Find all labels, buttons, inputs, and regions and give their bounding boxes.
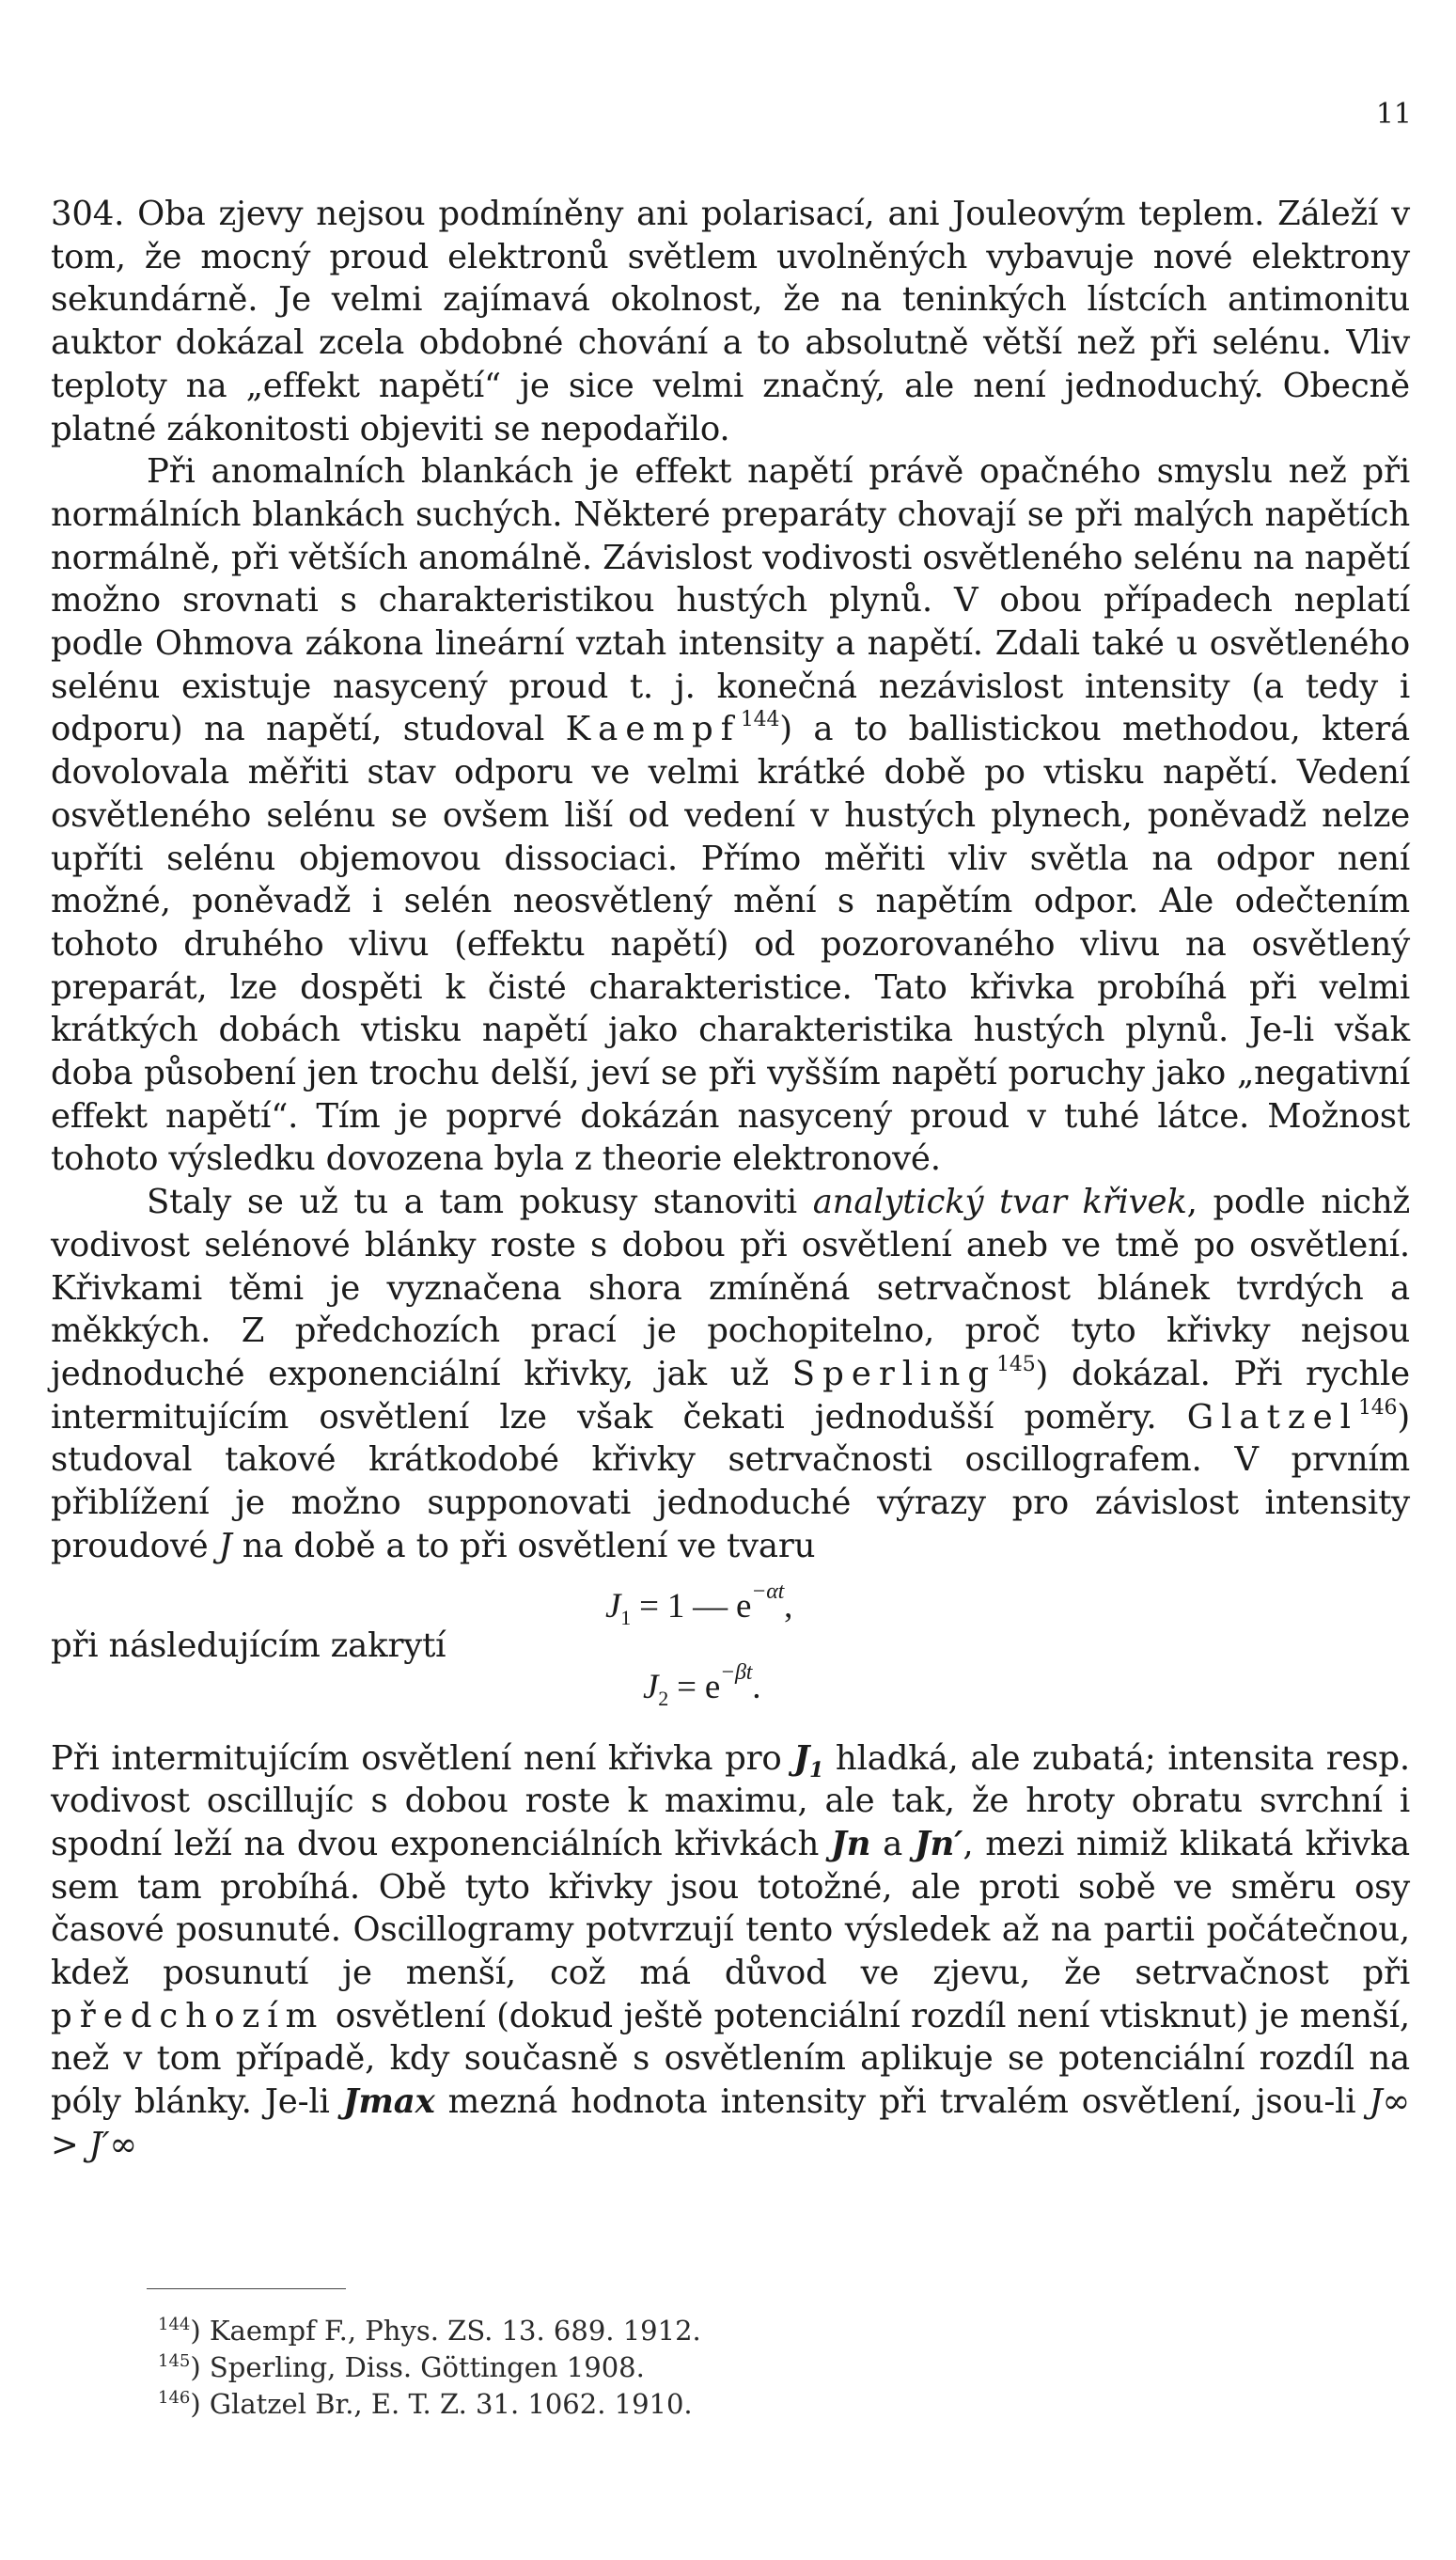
footnote <box>158 2386 701 2423</box>
math-expression: = e <box>668 1667 721 1706</box>
math-subscript: 2 <box>658 1686 669 1710</box>
paragraph-text: mezná hodnota intensity při trvalém osvětlení, jsou-li <box>447 2082 1356 2122</box>
math-inequality: J∞ > J′∞ <box>51 2082 1410 2164</box>
math-symbol: J <box>218 1526 232 1565</box>
footnote-text: ) Sperling, Diss. Göttingen 1908. <box>190 2351 645 2383</box>
paragraph-text: ) dokázal. Při rychle intermitujícím osvětlení lze však čekati jednodušší poměry. <box>51 1354 1410 1437</box>
paragraph-text: , mezi nimiž klikatá křivka sem tam probíhá. Obě tyto křivky jsou totožné, ale proti sobě ve směru osy časové posunuté. Oscillogramy potvrzují tento výsledek až na partii počátečnou, kdež posunutí je menší, což má důvod ve zjevu, že setrvačnost při <box>51 1824 1410 1993</box>
footnote-ref: 144 <box>740 708 780 732</box>
math-subscript: 1 <box>620 1605 632 1629</box>
paragraph-text: Při anomalních blankách je effekt napětí právě opačného smyslu než při normálních blankách suchých. Některé preparáty chovají se při malých napětích normálně, při větších anomálně. Závislost vodivosti osvětleného selénu na napětí možno srovnati s charakteristikou hustých plynů. V obou případech neplatí podle Ohmova zákona lineární vztah intensity a napětí. Zdali také u osvětleného selénu existuje nasycený proud t. j. konečná nezávislost intensity (a tedy i odporu) na napětí, studoval <box>51 452 1410 749</box>
math-symbol: Jn′ <box>914 1824 963 1863</box>
formula-block <box>51 1568 1410 1737</box>
math-expression: = 1 — e <box>631 1586 752 1626</box>
spaced-word: předchozím <box>51 1996 325 2035</box>
paragraph-text: , podle nichž vodivost selénové blánky roste s dobou při osvětlení aneb ve tmě po osvětlení. Křivkami těmi je vyznačena shora zmíněná setrvačnost blánek tvrdých a měkkých. Z předchozích prací je pochopitelno, proč tyto křivky nejsou jednoduché exponenciální křivky, jak už <box>51 1183 1411 1393</box>
author-name: Glatzel <box>1186 1397 1358 1437</box>
math-punct: , <box>784 1586 793 1626</box>
paragraph-text: hladká, ale zubatá; intensita resp. vodivost oscillujíc s dobou roste k maximu, ale tak, že hroty obratu svrchní i spodní leží na dvou exponenciálních křivkách <box>51 1738 1410 1863</box>
footnote-number: 145 <box>158 2351 191 2371</box>
math-symbol: J <box>793 1738 809 1778</box>
footnote-ref: 145 <box>996 1352 1036 1376</box>
footnotes <box>158 2313 701 2423</box>
paragraph-text: Při intermitujícím osvětlení není křivka pro <box>51 1738 782 1778</box>
footnote-number: 144 <box>158 2315 191 2334</box>
paragraph-text: a <box>883 1824 903 1863</box>
paragraph-text: ) studoval takové krátkodobé křivky setrvačnosti oscillografem. V prvním přiblížení je možno supponovati jednoduché výrazy pro závislost intensity proudové <box>51 1397 1410 1565</box>
paragraph-text: ) a to ballistickou methodou, která dovolovala měřiti stav odporu ve velmi krátké době po vtisku napětí. Vedení osvětleného selénu se ovšem liší od vedení v hustých plynech, poněvadž nelze upříti selénu objemovou dissociaci. Přímo měřiti vliv světla na odpor není možné, poněvadž i selén neosvětlený mění s napětím odpor. Ale odečtením tohoto druhého vlivu (effektu napětí) od pozorovaného vlivu na osvětlený preparát, lze dospěti k čisté charakteristice. Tato křivka probíhá při velmi krátkých dobách vtisku napětí jako charakteristika hustých plynů. Je-li však doba působení jen trochu delší, jeví se při vyšším napětí poruchy jako „negativní effekt napětí“. Tím je poprvé dokázán nasycený proud v tuhé látce. Možnost tohoto výsledku dovozena byla z theorie elektronové. <box>51 710 1410 1179</box>
formula-label: při následujícím zakrytí <box>51 1626 446 1665</box>
math-punct: . <box>752 1667 761 1706</box>
paragraph-text: 304. Oba zjevy nejsou podmíněny ani polarisací, ani Jouleovým teplem. Záleží v tom, že mocný proud elektronů světlem uvolněných vybavuje nové elektrony sekundárně. Je velmi zajímavá okolnost, že na teninkých lístcích antimonitu auktor dokázal zcela obdobné chování a to absolutně větší než při selénu. Vliv teploty na „effekt napětí“ je sice velmi značný, ale není jednoduchý. Obecně platné zákonitosti objeviti se nepodařilo. <box>51 195 1410 448</box>
footnote-separator <box>147 2288 346 2289</box>
paragraph-text: osvětlení (dokud ještě potenciální rozdíl není vtisknut) je menší, než v tom případě, kdy současně s osvětlením aplikuje se potenciální rozdíl na póly blánky. Je-li <box>51 1996 1411 2122</box>
footnote-ref: 146 <box>1357 1395 1398 1420</box>
equation-1 <box>605 1578 793 1629</box>
paragraph-analytic-form <box>51 1181 1410 1567</box>
author-name: Kaempf <box>565 710 741 749</box>
math-symbol: Jmax <box>342 2082 435 2122</box>
paragraph-anomalous-films <box>51 450 1410 1181</box>
equation-2 <box>643 1659 761 1710</box>
footnote <box>158 2349 701 2386</box>
paragraph-text: Staly se už tu a tam pokusy stanoviti <box>147 1183 797 1222</box>
emphasis-text: analytický tvar křivek <box>812 1183 1187 1222</box>
author-name: Sperling <box>791 1354 997 1393</box>
math-subscript: 1 <box>808 1757 824 1783</box>
math-symbol: J <box>605 1586 621 1626</box>
math-symbol: J <box>643 1667 659 1706</box>
footnote-number: 146 <box>158 2388 191 2408</box>
footnote <box>158 2313 701 2349</box>
math-exponent: −βt <box>720 1659 753 1685</box>
paragraph-text: na době a to při osvětlení ve tvaru <box>242 1526 816 1565</box>
article-body <box>51 193 1410 2167</box>
math-exponent: −αt <box>751 1578 785 1604</box>
math-symbol: Jn <box>831 1824 871 1863</box>
footnote-text: ) Kaempf F., Phys. ZS. 13. 689. 1912. <box>190 2315 701 2347</box>
page-number: 11 <box>1375 98 1412 131</box>
paragraph-intermittent <box>51 1737 1410 2167</box>
paragraph-304 <box>51 193 1410 450</box>
footnote-text: ) Glatzel Br., E. T. Z. 31. 1062. 1910. <box>190 2388 693 2420</box>
